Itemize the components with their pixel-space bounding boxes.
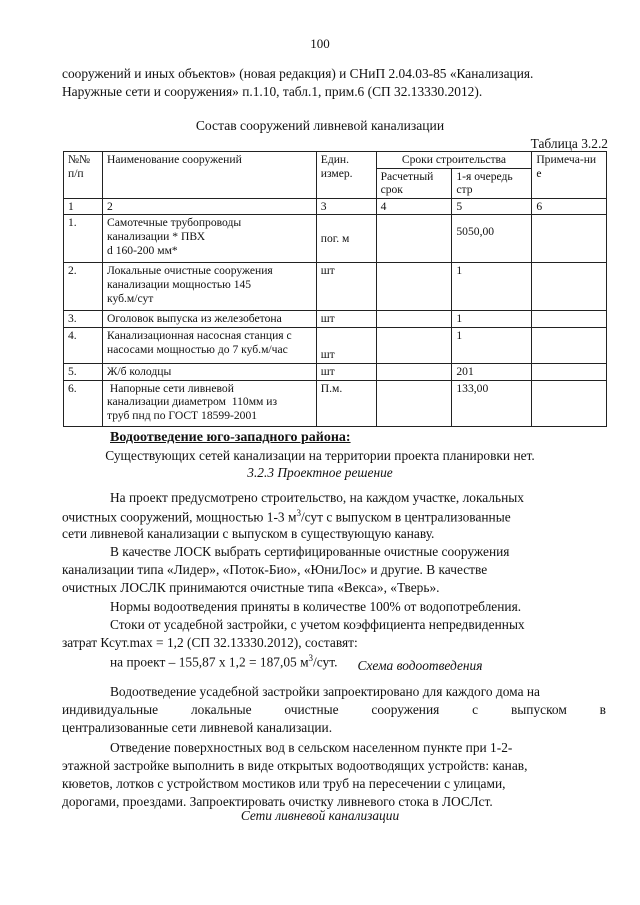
para4-line-3: на проект – 155,87 х 1,2 = 187,05 $м^3$/сут. — [110, 653, 338, 670]
para6-line-4: дорогами, проездами. Запроектировать очистку ливневого стока в ЛОСЛст. — [62, 794, 493, 809]
row-unit: шт — [316, 327, 376, 363]
row-calc — [376, 363, 452, 380]
para5-line-3: централизованные сети ливневой канализации. — [62, 720, 333, 735]
header-terms-cell: Сроки строительства — [376, 152, 532, 169]
col-num-4: 4 — [376, 198, 452, 215]
row-name: Локальные очистные сооружения канализации мощностью 145 куб.м/сут — [103, 263, 317, 311]
table-row — [64, 215, 607, 263]
row-calc — [376, 215, 452, 263]
para6-line-2: этажной застройке выполнить в виде открытых водоотводящих устройств: канав, — [62, 758, 528, 773]
para4-line-2: затрат Ксут.max = 1,2 (СП 32.13330.2012), составят: — [62, 635, 358, 650]
row-note — [532, 263, 607, 311]
row-unit: пог. м — [316, 215, 376, 263]
para1-line-3: сети ливневой канализации с выпуском в существующую канаву. — [62, 526, 435, 541]
row-calc — [376, 380, 452, 426]
structures-table — [63, 151, 607, 427]
col-num-5: 5 — [452, 198, 532, 215]
row-calc — [376, 327, 452, 363]
no-networks-text: Существующих сетей канализации на территории проекта планировки нет. — [105, 448, 535, 463]
table-row — [64, 380, 607, 426]
row-first: 5050,00 — [452, 215, 532, 263]
header-unit-cell: Един. измер. — [316, 152, 376, 199]
col-num-2: 2 — [103, 198, 317, 215]
row-first: 1 — [452, 263, 532, 311]
para3: Нормы водоотведения приняты в количестве 100% от водопотребления. — [110, 599, 522, 614]
para1-line-1: На проект предусмотрено строительство, на каждом участке, локальных — [110, 490, 525, 505]
row-note — [532, 311, 607, 328]
table-row — [64, 311, 607, 328]
para1-line-2: очистных сооружений, мощностью 1-3 $м^3$/сут с выпуском в централизованные — [62, 508, 511, 525]
row-note — [532, 327, 607, 363]
table-label: Таблица 3.2.2 — [530, 136, 608, 151]
nets-heading: Сети ливневой канализации — [240, 808, 400, 823]
row-number: 5. — [64, 363, 103, 380]
para5-line-2: индивидуальные локальные очистные сооружения с выпуском в — [62, 702, 606, 717]
header-note-cell: Примеча-ние — [532, 152, 607, 199]
row-unit: шт — [316, 263, 376, 311]
col-num-6: 6 — [532, 198, 607, 215]
scheme-heading: Схема водоотведения — [357, 658, 483, 673]
row-calc — [376, 311, 452, 328]
table-header-row — [64, 152, 607, 169]
row-first: 1 — [452, 327, 532, 363]
para2-line-2: канализации типа «Лидер», «Поток-Био», «ЮниЛос» и другие. В качестве — [62, 562, 488, 577]
para5-line-1: Водоотведение усадебной застройки запроектировано для каждого дома на — [110, 684, 540, 699]
row-note — [532, 380, 607, 426]
row-name: Оголовок выпуска из железобетона — [103, 311, 317, 328]
row-number: 3. — [64, 311, 103, 328]
page-number: 100 — [310, 36, 330, 51]
row-number: 6. — [64, 380, 103, 426]
table-title: Состав сооружений ливневой канализации — [195, 118, 445, 133]
row-number: 4. — [64, 327, 103, 363]
row-note — [532, 363, 607, 380]
col-num-3: 3 — [316, 198, 376, 215]
table-row — [64, 363, 607, 380]
para4-line-1: Стоки от усадебной застройки, с учетом коэффициента непредвиденных — [110, 617, 525, 632]
row-name: Канализационная насосная станция с насосами мощностью до 7 куб.м/час — [103, 327, 317, 363]
header-number-cell: №№ п/п — [64, 152, 103, 199]
row-number: 1. — [64, 215, 103, 263]
row-unit: шт — [316, 311, 376, 328]
row-name: Самотечные трубопроводы канализации * ПВХ d 160-200 мм* — [103, 215, 317, 263]
row-unit: шт — [316, 363, 376, 380]
col-num-1: 1 — [64, 198, 103, 215]
row-unit: П.м. — [316, 380, 376, 426]
section-heading: Водоотведение юго-западного района: — [110, 430, 351, 445]
para2-line-1: В качестве ЛОСК выбрать сертифицированные очистные сооружения — [110, 544, 510, 559]
row-calc — [376, 263, 452, 311]
header-first-cell: 1-я очередь стр — [452, 168, 532, 198]
intro-line-1: сооружений и иных объектов» (новая редакция) и СНиП 2.04.03-85 «Канализация. — [62, 66, 534, 81]
table-row — [64, 263, 607, 311]
column-numbers-row — [64, 198, 607, 215]
header-name-cell: Наименование сооружений — [103, 152, 317, 199]
table-row — [64, 327, 607, 363]
row-name: Напорные сети ливневой канализации диаметром 110мм из труб пнд по ГОСТ 18599-2001 — [103, 380, 317, 426]
row-first: 201 — [452, 363, 532, 380]
header-calc-cell: Расчетный срок — [376, 168, 452, 198]
row-first: 133,00 — [452, 380, 532, 426]
para6-line-3: кюветов, лотков с устройством мостиков или труб на пересечении с улицами, — [62, 776, 506, 791]
row-number: 2. — [64, 263, 103, 311]
row-first: 1 — [452, 311, 532, 328]
row-note — [532, 215, 607, 263]
para6-line-1: Отведение поверхностных вод в сельском населенном пункте при 1-2- — [110, 740, 513, 755]
subsection-heading: 3.2.3 Проектное решение — [247, 465, 393, 480]
para2-line-3: очистных ЛОСЛК принимаются очистные типа «Векса», «Тверь». — [62, 580, 440, 595]
row-name: Ж/б колодцы — [103, 363, 317, 380]
intro-line-2: Наружные сети и сооружения» п.1.10, табл.1, прим.6 (СП 32.13330.2012). — [62, 84, 483, 99]
